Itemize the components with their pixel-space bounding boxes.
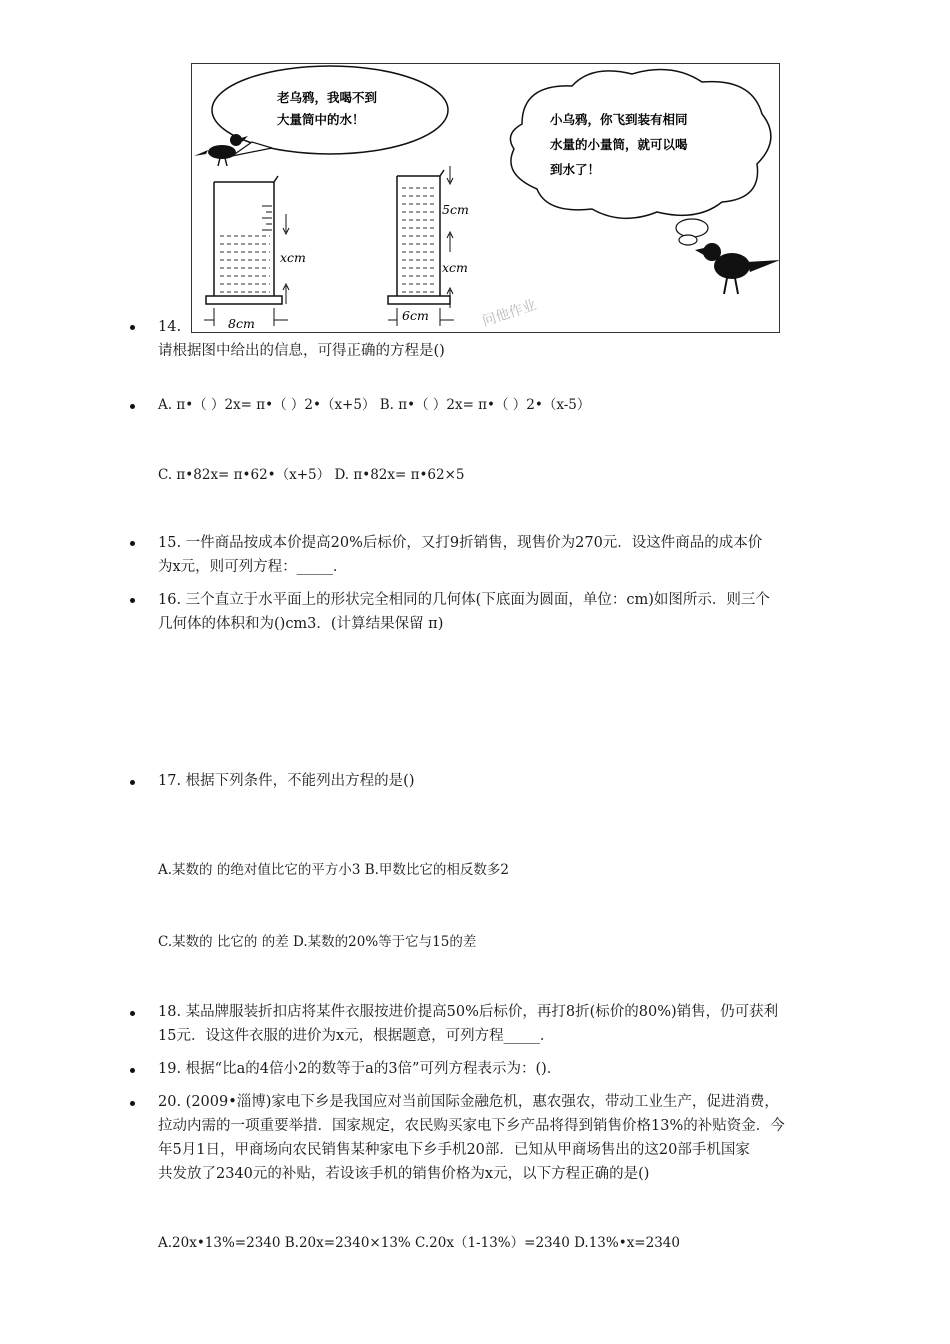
bubble-right-line-2: 水量的小量筒，就可以喝 <box>550 137 688 152</box>
bullet-q17 <box>130 780 135 785</box>
thought-dot-small <box>679 235 697 245</box>
bubble-left-line-2: 大量筒中的水！ <box>277 112 365 127</box>
question-text-q20-line-3: 年5月1日，甲商场向农民销售某种家电下乡手机20部．已知从甲商场售出的这20部手机国家 <box>158 1142 750 1158</box>
question-text-q15-line-2: 为x元，则可列方程：_____． <box>158 559 348 575</box>
question-text-q20-line-1: 20. (2009•淄博)家电下乡是我国应对当前国际金融危机，惠农强农，带动工业生产，促进消费， <box>158 1094 779 1110</box>
question-text-q15-line-1: 15. 一件商品按成本价提高20%后标价，又打9折销售，现售价为270元．设这件商品的成本价 <box>158 535 763 551</box>
label-5cm: 5cm <box>442 202 469 217</box>
question-text-q20-line-2: 拉动内需的一项重要举措．国家规定，农民购买家电下乡产品将得到销售价格13%的补贴资金．今 <box>158 1118 785 1134</box>
watermark: 问他作业 <box>480 297 539 330</box>
bubble-left-line-1: 老乌鸦，我喝不到 <box>277 90 378 105</box>
small-cylinder <box>388 166 454 326</box>
bullet-q14-options <box>130 404 135 409</box>
bullet-q14 <box>130 325 135 330</box>
q17-options-cd: C.某数的 比它的 的差 D.某数的20%等于它与15的差 <box>158 934 477 950</box>
question-text-q19: 19. 根据“比a的4倍小2的数等于a的3倍”可列方程表示为：()． <box>158 1061 562 1077</box>
bullet-q16 <box>130 598 135 603</box>
question-text-q14: 请根据图中给出的信息，可得正确的方程是() <box>158 343 445 359</box>
q17-options-ab: A.某数的 的绝对值比它的平方小3 B.甲数比它的相反数多2 <box>158 862 510 878</box>
bubble-right-line-3: 到水了！ <box>550 162 601 177</box>
question-text-q17: 17. 根据下列条件，不能列出方程的是() <box>158 773 415 789</box>
q14-options-cd: C. π•82x= π•62•（x+5） D. π•82x= π•62×5 <box>158 467 465 483</box>
question-text-q18-line-2: 15元．设这件衣服的进价为x元，根据题意，可列方程_____． <box>158 1028 555 1044</box>
crow-cylinder-figure <box>191 63 780 333</box>
young-crow-icon <box>695 243 780 294</box>
question-text-q16-line-1: 16. 三个直立于水平面上的形状完全相同的几何体(下底面为圆面，单位：cm)如图所示．则三个 <box>158 592 770 608</box>
figure-svg <box>192 64 781 334</box>
bubble-right-line-1: 小乌鸦，你飞到装有相同 <box>550 112 688 127</box>
question-number-q14: 14. <box>158 319 182 335</box>
label-8cm: 8cm <box>228 316 255 331</box>
bullet-q18 <box>130 1011 135 1016</box>
thought-dot-large <box>676 219 708 237</box>
question-text-q18-line-1: 18. 某品牌服装折扣店将某件衣服按进价提高50%后标价，再打8折(标价的80%)销售，仍可获利 <box>158 1004 779 1020</box>
label-xcm-left: xcm <box>280 250 306 265</box>
label-xcm-right: xcm <box>442 260 468 275</box>
bullet-q15 <box>130 541 135 546</box>
question-text-q16-line-2: 几何体的体积和为()cm3．(计算结果保留 π) <box>158 616 444 632</box>
large-cylinder <box>204 176 289 326</box>
q20-options: A.20x•13%=2340 B.20x=2340×13% C.20x（1-13%）=2340 D.13%•x=2340 <box>158 1235 680 1251</box>
question-text-q20-line-4: 共发放了2340元的补贴，若设该手机的销售价格为x元，以下方程正确的是() <box>158 1166 650 1182</box>
label-6cm: 6cm <box>402 308 429 323</box>
left-speech-bubble <box>212 66 448 154</box>
bullet-q20 <box>130 1101 135 1106</box>
q14-options-ab: A. π•（ ）2x= π•（ ）2•（x+5） B. π•（ ）2x= π•（ ）2•（x-5） <box>158 397 591 413</box>
bullet-q19 <box>130 1068 135 1073</box>
